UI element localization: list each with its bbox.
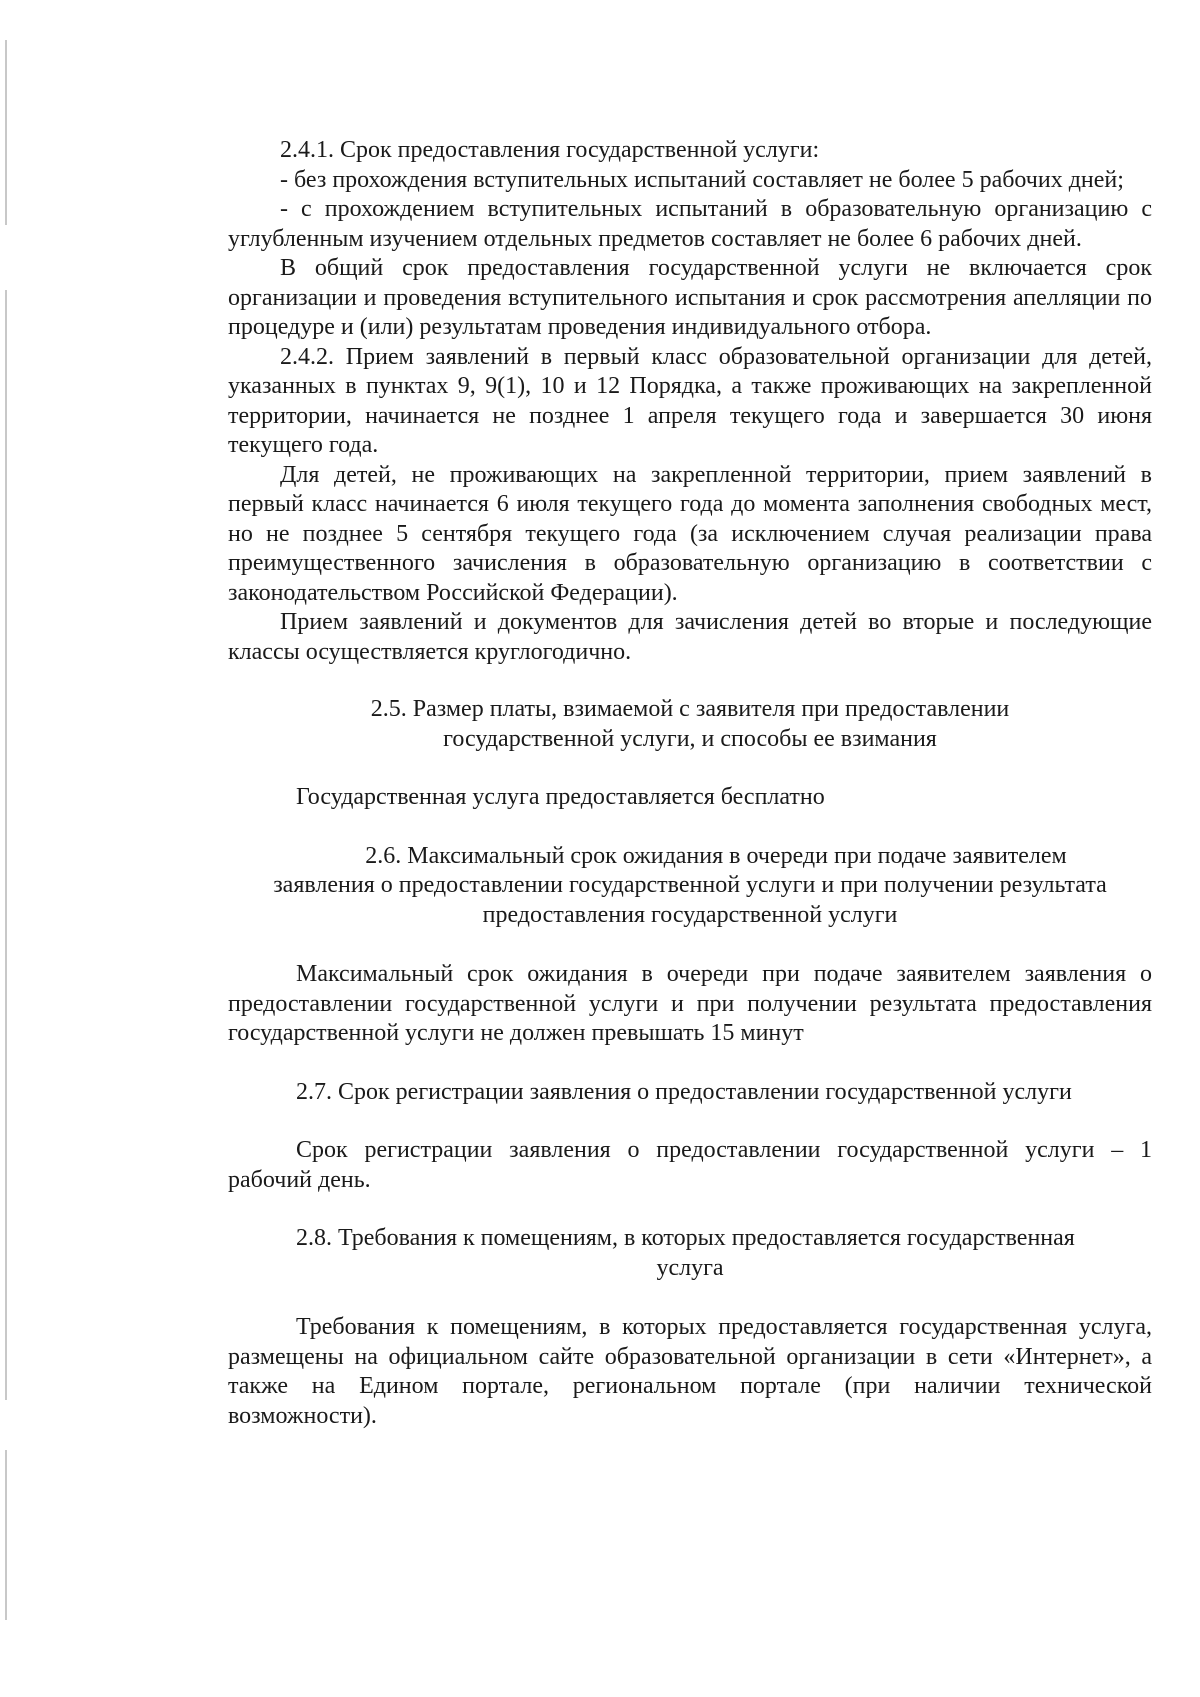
paragraph-with-exams: - с прохождением вступительных испытаний в образовательную организацию с углубленным изучением отдельных предметов составляет не более 6 рабочих дней. (228, 196, 1152, 252)
heading-2-7 (228, 1078, 1152, 1108)
scan-edge-bottom (5, 1450, 7, 1620)
body-2-6: Максимальный срок ожидания в очереди при подаче заявителем заявления о предоставлении государственной услуги и при получении результата предоставления государственной услуги не должен превышать 15 минут (228, 961, 1152, 1046)
paragraph-no-exams: - без прохождения вступительных испытаний составляет не более 5 рабочих дней; (280, 166, 1124, 193)
heading-2-6 (228, 842, 1152, 931)
heading-2-8-line2: услуга (656, 1254, 724, 1281)
document-page (228, 136, 1152, 1431)
body-2-7: Срок регистрации заявления о предоставлении государственной услуги – 1 рабочий день. (228, 1137, 1152, 1193)
scan-edge-top (5, 40, 7, 225)
paragraph-total-term: В общий срок предоставления государственной услуги не включается срок организации и проведения вступительного испытания и срок рассмотрения апелляции по процедуре и (или) результатам проведения индивидуального отбора. (228, 255, 1152, 340)
paragraph-year-round: Прием заявлений и документов для зачисления детей во вторые и последующие классы осуществляется круглогодично. (228, 609, 1152, 665)
heading-2-6-line2: заявления о предоставлении государственной услуги и при получении результата (273, 872, 1107, 898)
scan-edge-middle (5, 290, 7, 1400)
heading-2-5-line1: 2.5. Размер платы, взимаемой с заявителя при предоставлении (370, 696, 1010, 722)
paragraph-2-4-2: 2.4.2. Прием заявлений в первый класс образовательной организации для детей, указанных в пунктах 9, 9(1), 10 и 12 Порядка, а также проживающих на закрепленной территории, начинается не позднее 1 апреля текущего года и завершается 30 июня текущего года. (228, 343, 1152, 458)
heading-2-5-line2: государственной услуги, и способы ее взимания (443, 725, 937, 752)
paragraph-2-4-1: 2.4.1. Срок предоставления государственной услуги: (280, 137, 820, 163)
heading-2-6-line3: предоставления государственной услуги (482, 901, 898, 928)
heading-2-8 (228, 1224, 1152, 1283)
heading-2-5 (228, 695, 1152, 754)
heading-2-7-line1: 2.7. Срок регистрации заявления о предоставлении государственной услуги (296, 1078, 1072, 1105)
heading-2-8-line1: 2.8. Требования к помещениям, в которых предоставляется государственная (296, 1225, 1075, 1251)
heading-2-6-line1: 2.6. Максимальный срок ожидания в очереди при подаче заявителем (365, 842, 1067, 869)
paragraph-non-resident: Для детей, не проживающих на закрепленной территории, прием заявлений в первый класс начинается 6 июля текущего года до момента заполнения свободных мест, но не позднее 5 сентября текущего года (за исключением случая реализации права преимущественного зачисления в образовательную организацию в соответствии с законодательством Российской Федерации). (228, 461, 1152, 606)
body-2-5: Государственная услуга предоставляется бесплатно (296, 784, 825, 810)
body-2-8: Требования к помещениям, в которых предоставляется государственная услуга, размещены на официальном сайте образовательной организации в сети «Интернет», а также на Едином портале, региональном портале (при наличии технической возможности). (228, 1314, 1152, 1429)
